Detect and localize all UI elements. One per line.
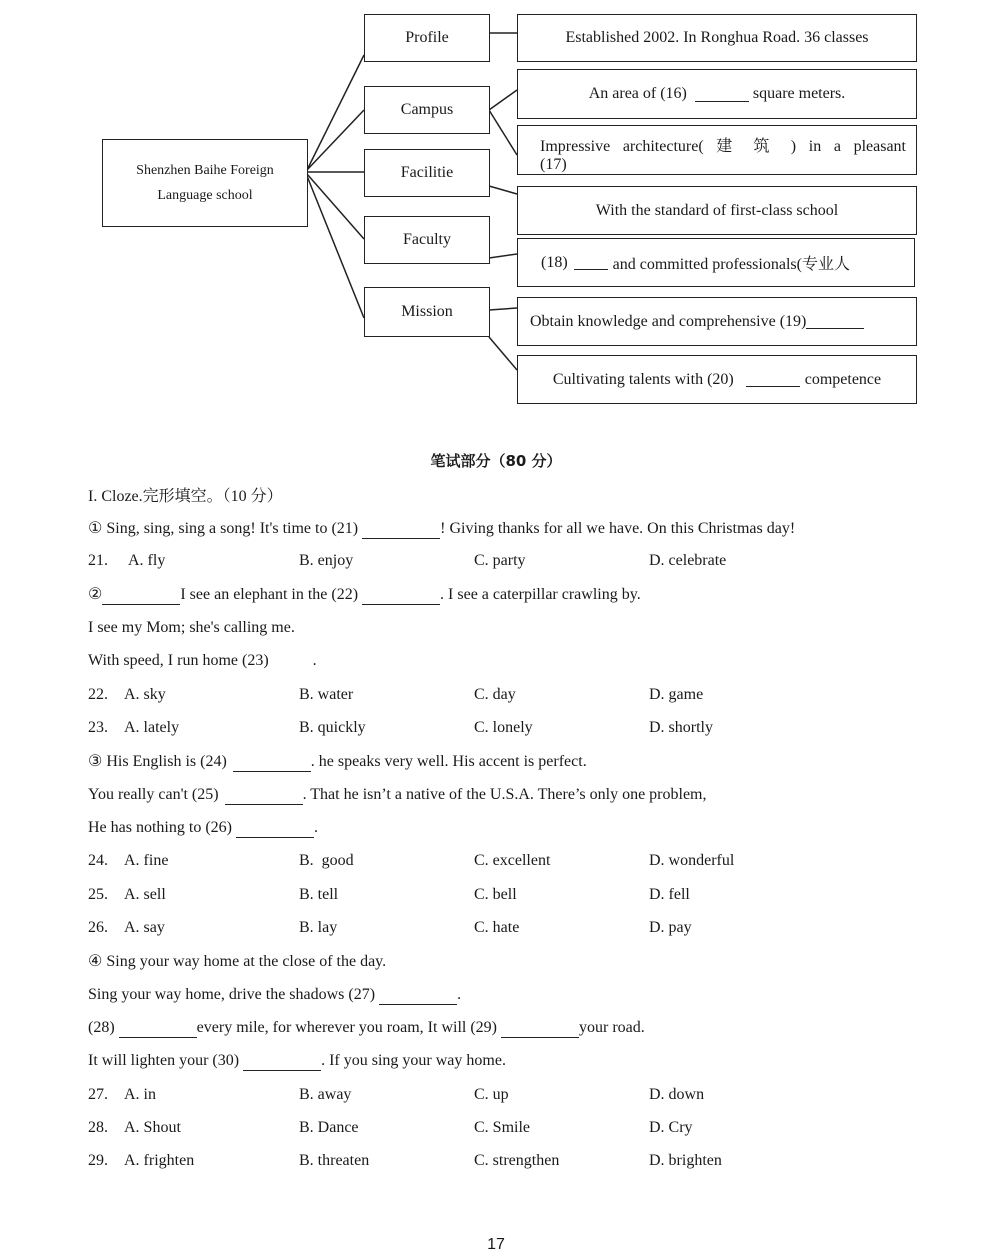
q29-option-c: C. strengthen: [474, 1152, 560, 1169]
category-facilities: Facilitie: [364, 149, 490, 197]
faculty-detail-box: [517, 238, 915, 287]
root-line-2: Language school: [157, 188, 253, 203]
passage-4-line-2: [88, 986, 461, 1005]
q21-option-b: B. enjoy: [299, 552, 354, 569]
q21-option-c: C. party: [474, 552, 526, 569]
faculty-post: and committed professionals(专业人: [612, 256, 850, 273]
blank-20: [746, 372, 800, 387]
q26-option-b: B. lay: [299, 919, 338, 936]
blank-28: [119, 1019, 197, 1038]
p2-line3: With speed, I run home (23): [88, 652, 269, 669]
p3-line3-a: He has nothing to (26): [88, 819, 232, 836]
p4-line3-b: every mile, for wherever you roam, It will (29): [196, 1019, 497, 1036]
passage-2-line-2: I see my Mom; she's calling me.: [88, 619, 295, 636]
q23-option-a: A. lately: [124, 719, 180, 736]
blank-25: [225, 786, 303, 805]
facilities-detail-text: With the standard of first-class school: [595, 201, 839, 219]
page-number: 17: [487, 1236, 505, 1253]
q24-option-a: A. fine: [124, 852, 169, 869]
q23-number: 23.: [88, 719, 108, 736]
p4-line2-b: .: [457, 986, 462, 1003]
p3-text-b: . he speaks very well. His accent is perfect.: [310, 753, 587, 770]
q27-option-b: B. away: [299, 1086, 352, 1103]
q26-option-d: D. pay: [649, 919, 692, 936]
q23-option-d: D. shortly: [649, 719, 713, 736]
campus-arch-text: Impressive architecture( 建 筑 ) in a pleasant: [540, 138, 906, 155]
campus-arch-box: [517, 125, 917, 175]
mission-talent-box: [517, 355, 917, 404]
blank-18: [574, 255, 608, 270]
campus-area-pre: An area of (16): [588, 85, 687, 102]
root-line-1: Shenzhen Baihe Foreign: [136, 163, 274, 178]
q24-option-d: D. wonderful: [649, 852, 735, 869]
q22-option-a: A. sky: [124, 686, 166, 703]
q22-number: 22.: [88, 686, 108, 703]
mission-talent-pre: Cultivating talents with (20): [552, 370, 734, 388]
q29-option-a: A. frighten: [124, 1152, 195, 1169]
passage-3-line-2: [88, 786, 706, 805]
p4-line3-a: (28): [88, 1019, 115, 1036]
facilities-detail-box: [517, 186, 917, 235]
q25-option-a: A. sell: [124, 886, 166, 903]
q21-number: 21.: [88, 552, 108, 569]
passage-4-line-3: [88, 1019, 645, 1038]
q26-option-a: A. say: [124, 919, 165, 936]
p2-text-c: . I see a caterpillar crawling by.: [440, 586, 641, 603]
q29-number: 29.: [88, 1152, 108, 1169]
blank-p2: [102, 586, 180, 605]
cloze-heading: I. Cloze.完形填空。（10 分）: [88, 488, 283, 505]
q27-option-d: D. down: [649, 1086, 705, 1103]
q28-option-a: A. Shout: [124, 1119, 181, 1136]
faculty-pre: (18): [541, 253, 568, 271]
campus-area-box: [517, 69, 917, 119]
blank-19: [806, 314, 864, 329]
q28-option-d: D. Cry: [649, 1119, 693, 1136]
q27-option-c: C. up: [474, 1086, 509, 1103]
passage-4-line-1: ④ Sing your way home at the close of the day.: [88, 953, 387, 970]
q22-option-c: C. day: [474, 686, 516, 703]
q27-number: 27.: [88, 1086, 108, 1103]
p4-line4-a: It will lighten your (30): [88, 1052, 240, 1069]
q23-option-b: B. quickly: [299, 719, 366, 736]
p2-line3-end: .: [312, 652, 317, 669]
campus-arch-num: (17): [540, 156, 567, 173]
p2-text-b: I see an elephant in the (22): [180, 586, 359, 603]
mission-knowledge-box: [517, 297, 917, 346]
q24-option-c: C. excellent: [474, 852, 551, 869]
passage-4-line-4: [88, 1052, 506, 1071]
q25-option-b: B. tell: [299, 886, 339, 903]
passage-2-line-3: [88, 652, 317, 670]
p2-text-a: ②: [88, 586, 103, 603]
section-title: 笔试部分（80 分）: [430, 452, 562, 470]
p3-line2-b: . That he isn’t a native of the U.S.A. There’s only one problem,: [302, 786, 707, 803]
category-mission: Mission: [364, 287, 490, 337]
q21-option-d: D. celebrate: [649, 552, 727, 569]
q28-option-c: C. Smile: [474, 1119, 531, 1136]
blank-26: [236, 819, 314, 838]
q24-option-b: B. good: [299, 852, 354, 869]
passage-1-line-1: [88, 518, 795, 539]
q28-number: 28.: [88, 1119, 108, 1136]
profile-detail-box: [517, 14, 917, 62]
p3-text-a: ③ His English is (24): [88, 753, 227, 770]
p1-text-a: ① Sing, sing, sing a song! It's time to (21): [88, 520, 359, 537]
blank-22: [362, 586, 440, 605]
category-campus: Campus: [364, 86, 490, 134]
p1-text-b: ! Giving thanks for all we have. On this Christmas day!: [440, 520, 796, 537]
blank-21: [362, 520, 440, 539]
q28-option-b: B. Dance: [299, 1119, 359, 1136]
blank-24: [233, 753, 311, 772]
school-root-box: [102, 139, 308, 227]
passage-2-line-1: [88, 584, 641, 605]
q25-option-c: C. bell: [474, 886, 517, 903]
blank-16: [695, 87, 749, 102]
category-faculty: Faculty: [364, 216, 490, 264]
q27-option-a: A. in: [124, 1086, 156, 1103]
p3-line2-a: You really can't (25): [88, 786, 219, 803]
q22-option-b: B. water: [299, 686, 354, 703]
blank-27: [379, 986, 457, 1005]
mission-knowledge-pre: Obtain knowledge and comprehensive (19): [530, 312, 807, 330]
p3-line3-b: .: [313, 819, 318, 836]
q26-option-c: C. hate: [474, 919, 520, 936]
q25-number: 25.: [88, 886, 108, 903]
profile-detail-text: Established 2002. In Ronghua Road. 36 classes: [565, 29, 869, 46]
passage-3-line-3: [88, 819, 318, 838]
mission-talent-post: competence: [804, 370, 882, 388]
q24-number: 24.: [88, 852, 108, 869]
category-profile: Profile: [364, 14, 490, 62]
blank-29: [501, 1019, 579, 1038]
q21-option-a: A. fly: [128, 552, 166, 569]
q23-option-c: C. lonely: [474, 719, 533, 736]
q22-option-d: D. game: [649, 686, 704, 703]
p4-line2-a: Sing your way home, drive the shadows (27): [88, 986, 376, 1003]
p4-line4-b: . If you sing your way home.: [321, 1052, 506, 1069]
q26-number: 26.: [88, 919, 108, 936]
q25-option-d: D. fell: [649, 886, 690, 903]
passage-3-line-1: [88, 751, 587, 772]
blank-30: [243, 1052, 321, 1071]
q29-option-d: D. brighten: [649, 1152, 722, 1169]
p4-line3-c: your road.: [579, 1019, 645, 1036]
campus-area-post: square meters.: [752, 85, 846, 102]
q29-option-b: B. threaten: [299, 1152, 370, 1169]
